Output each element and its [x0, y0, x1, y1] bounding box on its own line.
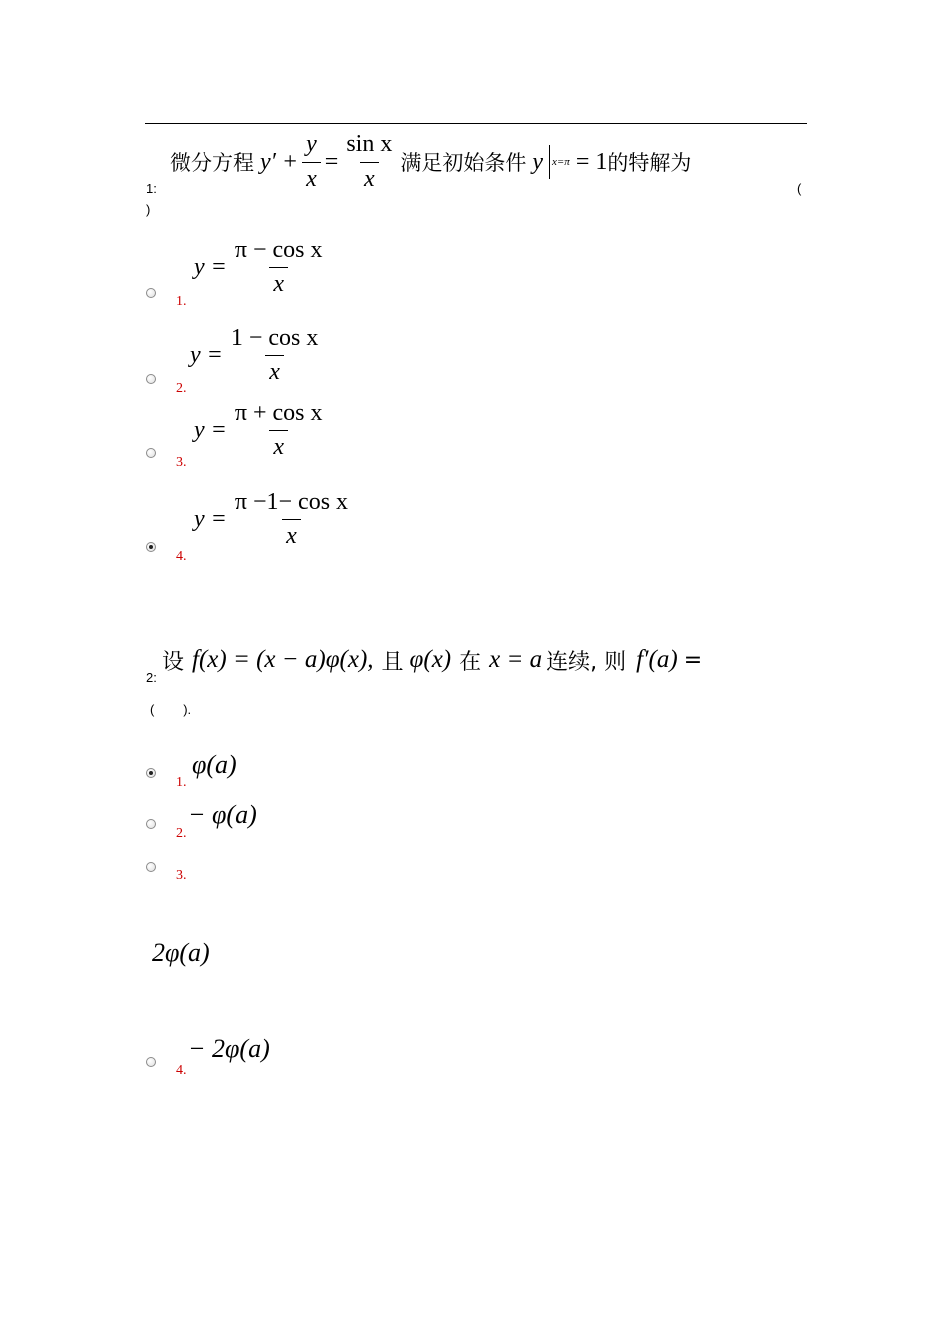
question-2-number: 2: [146, 670, 157, 685]
q1-text-mid: 满足初始条件 [400, 151, 527, 175]
q1-frac-y-over-x [302, 132, 321, 191]
q1-option-3-numerator: π + cos x [234, 400, 323, 426]
q1-text-post: 的特解为 [607, 151, 692, 175]
q2-text-1: 且 [381, 649, 404, 675]
q1-eq-equals: = [324, 148, 339, 175]
q1-frac-sinx-over-x [342, 132, 396, 191]
q1-frac2-den: x [360, 162, 379, 192]
q2-option-4-radio[interactable] [146, 1057, 156, 1067]
q1-option-3-lhs: y = [194, 417, 227, 444]
q1-option-1-numerator: π − cos x [234, 237, 323, 263]
q1-text-pre: 微分方程 [170, 151, 254, 175]
q1-paren-close: ) [146, 202, 151, 217]
q2-math-1: f(x) = (x − a)φ(x), [192, 646, 374, 673]
q2-option-1-radio[interactable] [146, 768, 156, 778]
q1-option-1-number: 1. [176, 294, 187, 309]
q2-option-4-number: 4. [176, 1063, 187, 1078]
q2-option-2-radio[interactable] [146, 819, 156, 829]
q2-math-3: x = a [489, 646, 543, 673]
q1-option-4-number: 4. [176, 549, 187, 564]
q1-option-2-radio[interactable] [146, 374, 156, 384]
q1-option-4-lhs: y = [194, 506, 227, 533]
q1-option-4-numerator: π −1− cos x [234, 489, 349, 515]
q1-paren-open: ( [797, 181, 802, 196]
q1-cond-subscript: x=π [551, 156, 570, 168]
q1-evaluation-bar [549, 145, 550, 179]
q1-option-1-lhs: y = [194, 254, 227, 281]
q1-option-4-fraction [231, 490, 352, 549]
q1-option-4-radio[interactable] [146, 542, 156, 552]
q1-option-1-denominator: x [269, 267, 288, 297]
question-1-stem [170, 130, 691, 194]
q1-option-1-fraction [231, 238, 327, 297]
q2-math-4: f′(a) [636, 646, 678, 673]
question-2-stem [162, 642, 702, 678]
q1-cond-rhs: = 1 [575, 148, 608, 175]
q1-option-3-number: 3. [176, 455, 187, 470]
q1-eq-left: y′ + [260, 148, 299, 175]
q2-option-3-radio[interactable] [146, 862, 156, 872]
q1-option-1-radio[interactable] [146, 288, 156, 298]
q2-option-3-formula: 2φ(a) [152, 938, 210, 967]
q1-option-2-numerator: 1 − cos x [230, 325, 319, 351]
q1-option-2-number: 2. [176, 381, 187, 396]
q2-option-2-number: 2. [176, 826, 187, 841]
q2-text-2: 在 [459, 649, 482, 675]
q1-option-3-radio[interactable] [146, 448, 156, 458]
q2-option-4-formula[interactable]: − 2φ(a) [188, 1034, 270, 1063]
q2-prefix: 设 [162, 649, 185, 675]
top-divider [145, 123, 807, 124]
q1-option-2-lhs: y = [190, 342, 223, 369]
q1-frac2-num: sin x [346, 131, 393, 158]
question-1-number: 1: [146, 181, 157, 196]
q2-option-1-formula[interactable]: φ(a) [192, 750, 237, 779]
q2-text-3: 连续, 则 [546, 649, 627, 675]
q1-option-4-formula[interactable] [194, 490, 356, 549]
q2-blank: ( ). [150, 702, 192, 717]
q1-cond-y: y [532, 148, 543, 175]
q1-option-4-denominator: x [282, 519, 301, 549]
q1-option-2-formula[interactable] [190, 326, 326, 385]
q1-option-2-fraction [227, 326, 323, 385]
q1-frac1-num: y [306, 131, 317, 158]
q1-option-3-fraction [231, 401, 327, 460]
q1-option-3-formula[interactable] [194, 401, 331, 460]
q1-option-1-formula[interactable] [194, 238, 331, 297]
q1-frac1-den: x [302, 162, 321, 192]
q2-option-1-number: 1. [176, 775, 187, 790]
q2-equals: = [683, 647, 703, 673]
q1-option-3-denominator: x [269, 430, 288, 460]
q1-option-2-denominator: x [265, 355, 284, 385]
q2-option-2-formula[interactable]: − φ(a) [188, 800, 257, 829]
q2-option-3-number: 3. [176, 868, 187, 883]
q2-math-2: φ(x) [409, 646, 452, 673]
